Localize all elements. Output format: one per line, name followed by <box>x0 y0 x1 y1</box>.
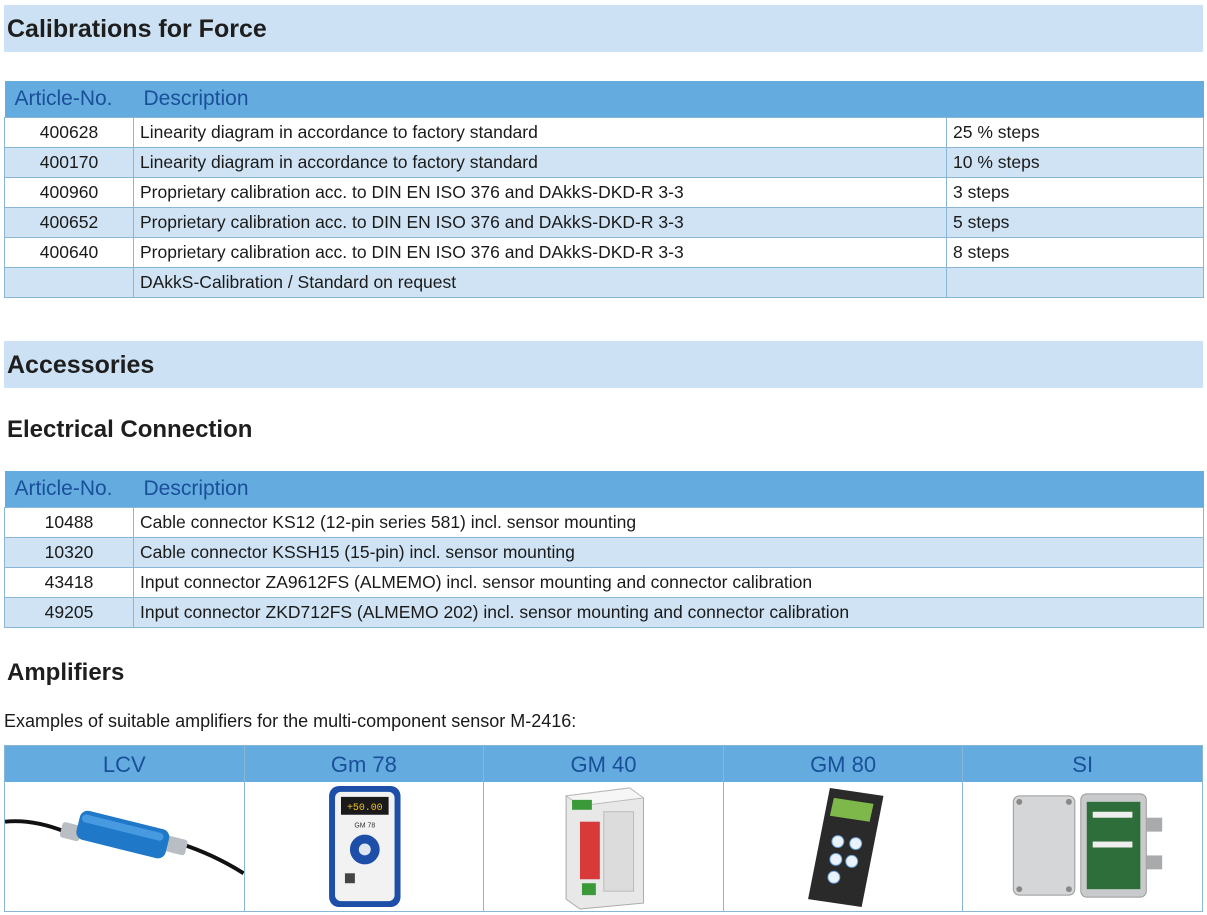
table-row <box>5 238 1204 268</box>
row-description: Proprietary calibration acc. to DIN EN ISO 376 and DAkkS-DKD-R 3-3 <box>134 208 947 238</box>
row-description: Proprietary calibration acc. to DIN EN ISO 376 and DAkkS-DKD-R 3-3 <box>134 238 947 268</box>
amplifier-name: GM 40 <box>484 746 723 782</box>
table-row <box>5 118 1204 148</box>
handheld-gm78-image <box>245 782 484 911</box>
table-row <box>5 178 1204 208</box>
col-article-header: Article-No. <box>5 471 134 508</box>
row-description: Linearity diagram in accordance to factory standard <box>134 118 947 148</box>
article-number: 400628 <box>5 118 134 148</box>
handheld-gm80-image <box>724 782 963 911</box>
article-number: 49205 <box>5 598 134 628</box>
row-description: DAkkS-Calibration / Standard on request <box>134 268 947 298</box>
col-description-header: Description <box>134 81 1204 118</box>
amplifier-name: SI <box>963 746 1202 782</box>
amplifier-name: LCV <box>5 746 244 782</box>
electrical-connection-table <box>4 471 1204 628</box>
article-number: 400652 <box>5 208 134 238</box>
table-row <box>5 538 1204 568</box>
article-number: 400170 <box>5 148 134 178</box>
article-number: 400960 <box>5 178 134 208</box>
article-number: 10320 <box>5 538 134 568</box>
device-display: +50.00 <box>346 801 383 813</box>
article-number: 43418 <box>5 568 134 598</box>
col-description-header: Description <box>134 471 1204 508</box>
row-description: Linearity diagram in accordance to factory standard <box>134 148 947 178</box>
row-description: Cable connector KS12 (12-pin series 581) incl. sensor mounting <box>134 508 1204 538</box>
calibrations-title: Calibrations for Force <box>7 15 267 43</box>
row-note: 10 % steps <box>947 148 1204 178</box>
electrical-connection-heading: Electrical Connection <box>7 416 253 443</box>
table-row <box>5 208 1204 238</box>
row-description: Input connector ZKD712FS (ALMEMO 202) incl. sensor mounting and connector calibration <box>134 598 1204 628</box>
article-number: 10488 <box>5 508 134 538</box>
amplifier-lcv <box>5 746 245 911</box>
accessories-section-bar <box>4 341 1203 388</box>
amplifier-name: GM 80 <box>724 746 963 782</box>
amplifier-name: Gm 78 <box>245 746 484 782</box>
calibrations-table <box>4 81 1204 298</box>
electrical-table-header <box>5 471 1204 508</box>
accessories-title: Accessories <box>7 351 155 379</box>
amplifier-si <box>963 746 1202 911</box>
row-note <box>947 268 1204 298</box>
device-label: GM 78 <box>353 822 375 830</box>
table-row <box>5 268 1204 298</box>
calibrations-section-bar <box>4 5 1203 52</box>
amplifiers-heading: Amplifiers <box>7 659 125 686</box>
calibrations-table-header <box>5 81 1204 118</box>
table-row <box>5 568 1204 598</box>
amplifier-gm80 <box>724 746 964 911</box>
amplifiers-grid <box>4 745 1203 912</box>
inline-cable-amplifier-image <box>5 782 244 911</box>
row-note: 8 steps <box>947 238 1204 268</box>
amplifier-gm40 <box>484 746 724 911</box>
table-row <box>5 598 1204 628</box>
junction-box-image <box>963 782 1202 911</box>
article-number: 400640 <box>5 238 134 268</box>
row-note: 25 % steps <box>947 118 1204 148</box>
row-description: Cable connector KSSH15 (15-pin) incl. sensor mounting <box>134 538 1204 568</box>
article-number <box>5 268 134 298</box>
row-description: Input connector ZA9612FS (ALMEMO) incl. sensor mounting and connector calibration <box>134 568 1204 598</box>
row-note: 5 steps <box>947 208 1204 238</box>
amplifiers-intro: Examples of suitable amplifiers for the multi-component sensor M-2416: <box>4 711 577 731</box>
din-rail-module-image <box>484 782 723 911</box>
row-note: 3 steps <box>947 178 1204 208</box>
col-article-header: Article-No. <box>5 81 134 118</box>
table-row <box>5 148 1204 178</box>
amplifier-gm78 <box>245 746 485 911</box>
table-row <box>5 508 1204 538</box>
row-description: Proprietary calibration acc. to DIN EN ISO 376 and DAkkS-DKD-R 3-3 <box>134 178 947 208</box>
